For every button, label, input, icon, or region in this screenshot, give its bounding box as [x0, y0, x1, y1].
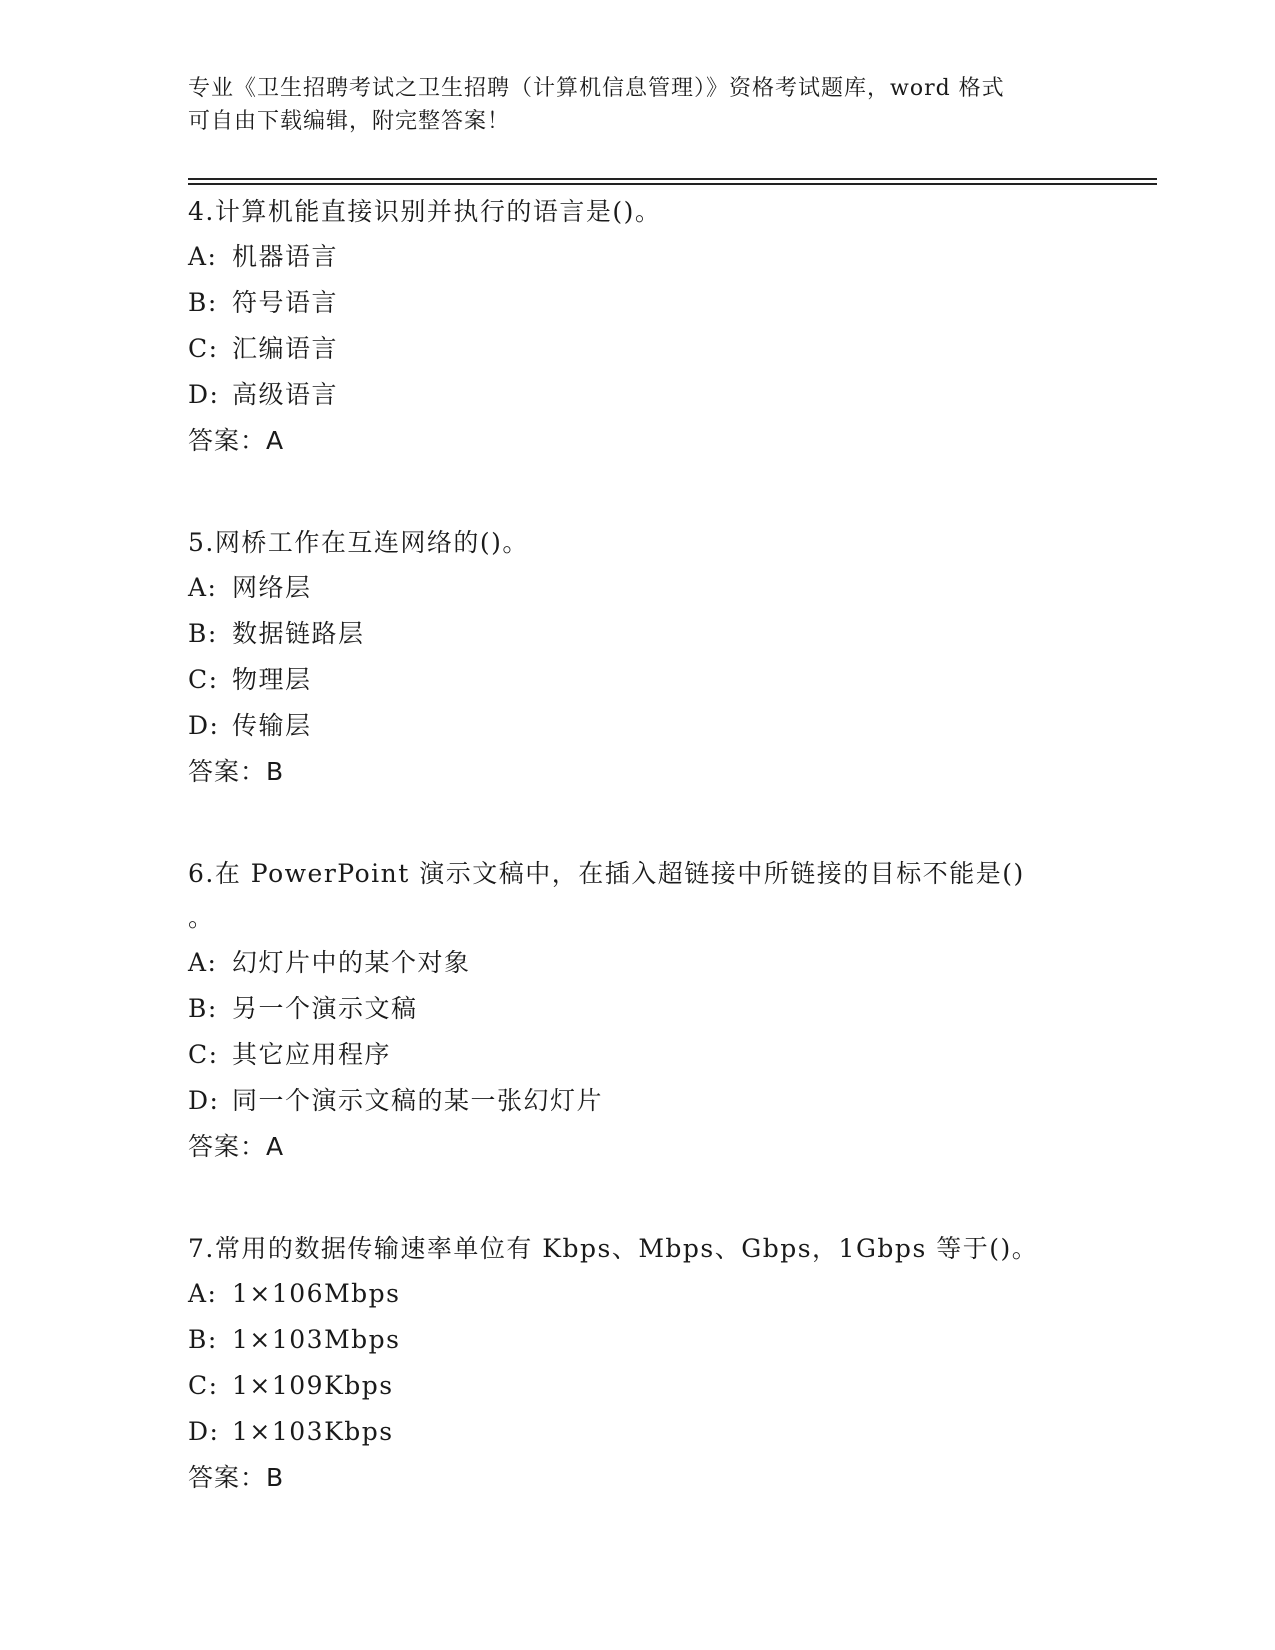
option-text: 高级语言	[232, 380, 339, 409]
option-text: 汇编语言	[232, 334, 339, 363]
question-list	[188, 190, 1088, 1558]
option-text: 1×103Kbps	[232, 1417, 394, 1446]
option-text: 1×109Kbps	[232, 1371, 394, 1400]
option-a	[188, 565, 1088, 611]
option-text: 数据链路层	[232, 619, 365, 648]
option-letter: B:	[188, 288, 218, 317]
option-text: 同一个演示文稿的某一张幻灯片	[232, 1086, 604, 1115]
option-letter: A:	[188, 242, 218, 271]
header-line-1: 专业《卫生招聘考试之卫生招聘（计算机信息管理）》资格考试题库，word 格式	[188, 76, 1005, 101]
option-text: 物理层	[232, 665, 312, 694]
option-c	[188, 657, 1088, 703]
document-header	[188, 72, 1088, 138]
option-d	[188, 1078, 1088, 1124]
answer-line: 答案：B	[188, 757, 285, 786]
question-7	[188, 1227, 1088, 1501]
option-text: 幻灯片中的某个对象	[232, 948, 471, 977]
option-text: 网络层	[232, 573, 312, 602]
option-c	[188, 1032, 1088, 1078]
option-d	[188, 1409, 1088, 1455]
option-d	[188, 703, 1088, 749]
question-stem: 4.计算机能直接识别并执行的语言是()。	[188, 197, 662, 226]
option-text: 1×106Mbps	[232, 1279, 401, 1308]
answer-line: 答案：A	[188, 426, 285, 455]
option-a	[188, 234, 1088, 280]
option-text: 另一个演示文稿	[232, 994, 418, 1023]
header-divider-top	[188, 178, 1157, 180]
option-c	[188, 326, 1088, 372]
option-letter: B:	[188, 1325, 218, 1354]
option-letter: A:	[188, 948, 218, 977]
option-a	[188, 1271, 1088, 1317]
question-5	[188, 521, 1088, 795]
question-stem-continuation: 。	[188, 903, 214, 932]
option-letter: C:	[188, 1371, 219, 1400]
option-letter: C:	[188, 1040, 219, 1069]
answer-line: 答案：B	[188, 1463, 285, 1492]
option-b	[188, 280, 1088, 326]
option-text: 符号语言	[232, 288, 339, 317]
option-b	[188, 611, 1088, 657]
option-letter: C:	[188, 665, 219, 694]
question-stem: 5.网桥工作在互连网络的()。	[188, 528, 529, 557]
option-c	[188, 1363, 1088, 1409]
option-b	[188, 986, 1088, 1032]
option-text: 传输层	[232, 711, 312, 740]
option-letter: D:	[188, 711, 220, 740]
option-b	[188, 1317, 1088, 1363]
header-line-2: 可自由下载编辑，附完整答案！	[188, 109, 511, 134]
option-letter: A:	[188, 573, 218, 602]
option-text: 其它应用程序	[232, 1040, 392, 1069]
question-stem: 7.常用的数据传输速率单位有 Kbps、Mbps、Gbps，1Gbps 等于()。	[188, 1234, 1039, 1263]
option-a	[188, 940, 1088, 986]
option-letter: D:	[188, 1417, 220, 1446]
option-text: 机器语言	[232, 242, 339, 271]
question-6	[188, 852, 1088, 1170]
header-divider-bottom	[188, 183, 1157, 185]
option-text: 1×103Mbps	[232, 1325, 401, 1354]
option-letter: B:	[188, 994, 218, 1023]
option-letter: D:	[188, 380, 220, 409]
option-letter: A:	[188, 1279, 218, 1308]
option-d	[188, 372, 1088, 418]
answer-line: 答案：A	[188, 1132, 285, 1161]
option-letter: C:	[188, 334, 219, 363]
question-stem: 6.在 PowerPoint 演示文稿中，在插入超链接中所链接的目标不能是()	[188, 859, 1025, 888]
option-letter: D:	[188, 1086, 220, 1115]
question-4	[188, 190, 1088, 464]
option-letter: B:	[188, 619, 218, 648]
